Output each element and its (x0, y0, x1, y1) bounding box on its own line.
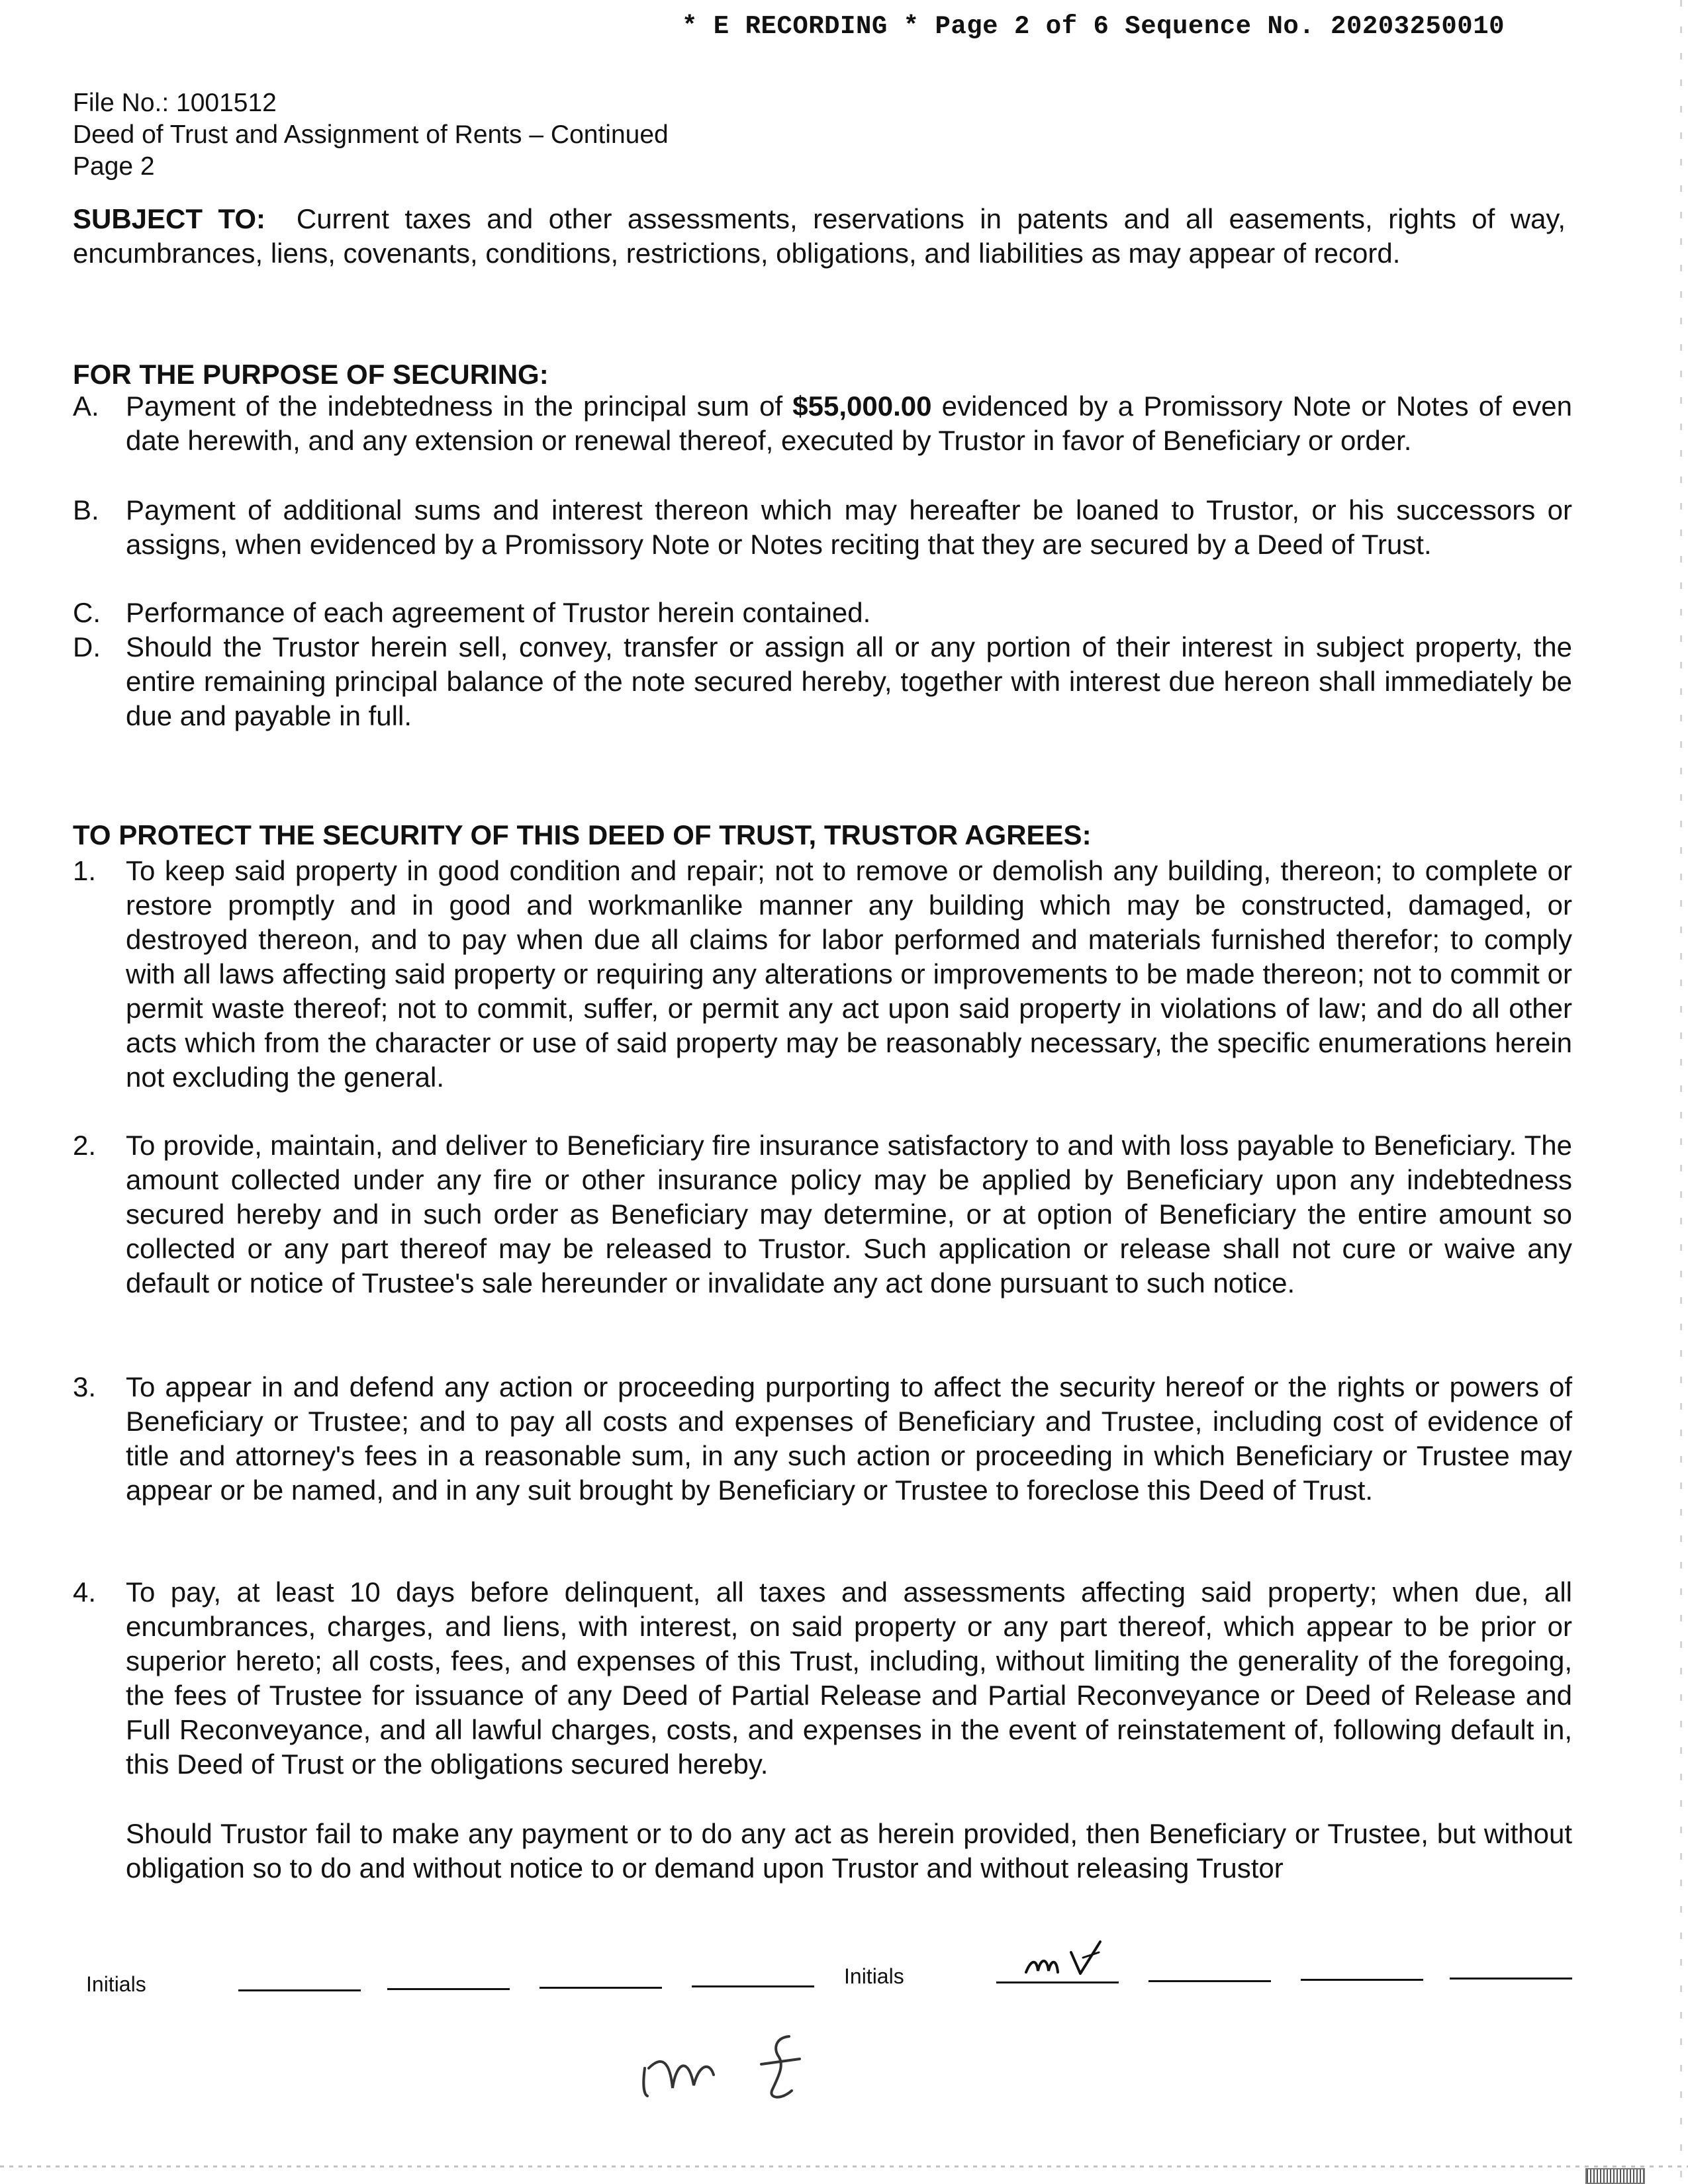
scan-edge-right (1680, 0, 1682, 2184)
subject-to-label: SUBJECT TO: (73, 203, 266, 234)
handwritten-initials-bottom (635, 2022, 847, 2108)
list-marker: 3. (73, 1371, 97, 1402)
initials-line (1301, 1979, 1423, 1981)
list-marker: D. (73, 631, 101, 662)
list-marker: A. (73, 390, 99, 422)
list-marker: 1. (73, 855, 97, 886)
principal-amount: $55,000.00 (792, 390, 932, 422)
list-item-text: To keep said property in good condition and repair; not to remove or demolish any building, thereon; to complete or restore promptly and in good and workmanlike manner any building which may be constructed, damaged, or destroyed thereon, and to pay when due all claims for labor performed and materials furnished therefor; to comply with all laws affecting said property or requiring any alterations or improvements to be made thereon; not to commit or permit waste thereof; not to commit, suffer, or permit any act upon said property in violations of law; and do all other acts which from the character or use of said property may be reasonably necessary, the specific enumerations herein not excluding the general. (126, 855, 1572, 1093)
file-info-block (73, 87, 669, 183)
purpose-item-d (73, 630, 1572, 733)
initials-line (539, 1987, 662, 1989)
list-item-text: Performance of each agreement of Trustor herein contained. (126, 597, 871, 628)
handwritten-initials-right (1019, 1933, 1125, 1985)
continuation-paragraph (73, 1817, 1572, 1886)
scan-edge-bottom (0, 2165, 1688, 2167)
page-number: Page 2 (73, 152, 155, 181)
purpose-item-c (73, 596, 1572, 630)
list-item-text (126, 389, 1572, 458)
initials-line (238, 1989, 361, 1991)
initials-line (1149, 1980, 1271, 1982)
scan-barcode-mark (1585, 2168, 1645, 2184)
initials-line (1450, 1978, 1572, 1979)
purpose-heading: FOR THE PURPOSE OF SECURING: (73, 359, 549, 390)
list-marker: 2. (73, 1130, 97, 1161)
purpose-a-text-before: Payment of the indebtedness in the principal sum of (126, 390, 783, 422)
initials-left-label: Initials (86, 1972, 146, 1996)
list-item-text: To provide, maintain, and deliver to Beneficiary fire insurance satisfactory to and with loss payable to Beneficiary. The amount collected under any fire or other insurance policy may be applied by Beneficiary upon any indebtedness secured hereby and in such order as Beneficiary may determine, or at option of Beneficiary the entire amount so collected or any part thereof may be released to Trustor. Such application or release shall not cure or waive any default or notice of Trustee's sale hereunder or invalidate any act done pursuant to such notice. (126, 1130, 1572, 1298)
document-title: Deed of Trust and Assignment of Rents – Continued (73, 120, 669, 149)
purpose-item-a (73, 389, 1572, 458)
purpose-a-text-after: evidenced by a Promissory Note or Notes of even date herewith, and any extension or renewal thereof, executed by Trustor in favor of Beneficiary or order. (126, 390, 1572, 456)
list-item-text: Should the Trustor herein sell, convey, transfer or assign all or any portion of their interest in subject property, the entire remaining principal balance of the note secured hereby, together with interest due hereon shall immediately be due and payable in full. (126, 631, 1572, 731)
list-item-text: To pay, at least 10 days before delinquent, all taxes and assessments affecting said property; when due, all encumbrances, charges, and liens, with interest, on said property or any part thereof, which appear to be prior or superior hereto; all costs, fees, and expenses of this Trust, including, without limiting the generality of the foregoing, the fees of Trustee for issuance of any Deed of Partial Release and Partial Reconveyance or Deed of Release and Full Reconveyance, and all lawful charges, costs, and expenses in the event of reinstatement of, following default in, this Deed of Trust or the obligations secured hereby. (126, 1576, 1572, 1780)
protect-item-2 (73, 1128, 1572, 1300)
protect-item-3 (73, 1370, 1572, 1508)
protect-heading: TO PROTECT THE SECURITY OF THIS DEED OF TRUST, TRUSTOR AGREES: (73, 819, 1092, 850)
initials-right-label: Initials (844, 1964, 904, 1988)
subject-to-paragraph (73, 202, 1566, 271)
continuation-text: Should Trustor fail to make any payment or to do any act as herein provided, then Beneficiary or Trustee, but without obligation so to do and without notice to or demand upon Trustor and without releasing Trustor (126, 1818, 1572, 1884)
list-marker: 4. (73, 1576, 97, 1608)
list-marker: B. (73, 494, 99, 525)
initials-line (692, 1985, 814, 1987)
initials-line (387, 1988, 510, 1990)
list-marker: C. (73, 597, 101, 628)
protect-item-1 (73, 854, 1572, 1095)
list-item-text: Payment of additional sums and interest thereon which may hereafter be loaned to Trustor, or his successors or assigns, when evidenced by a Promissory Note or Notes reciting that they are secured by a Deed of Trust. (126, 494, 1572, 560)
list-item-text: To appear in and defend any action or proceeding purporting to affect the security hereof or the rights or powers of Beneficiary or Trustee; and to pay all costs and expenses of Beneficiary and Trustee, including cost of evidence of title and attorney's fees in a reasonable sum, in any such action or proceeding in which Beneficiary or Trustee may appear or be named, and in any suit brought by Beneficiary or Trustee to foreclose this Deed of Trust. (126, 1371, 1572, 1506)
file-number: File No.: 1001512 (73, 89, 277, 117)
subject-to-text: Current taxes and other assessments, reservations in patents and all easements, rights of way, encumbrances, liens, covenants, conditions, restrictions, obligations, and liabilities as may appear of record. (73, 203, 1566, 269)
purpose-item-b (73, 493, 1572, 562)
recording-header: * E RECORDING * Page 2 of 6 Sequence No. 20203250010 (682, 12, 1505, 41)
protect-item-4 (73, 1575, 1572, 1782)
